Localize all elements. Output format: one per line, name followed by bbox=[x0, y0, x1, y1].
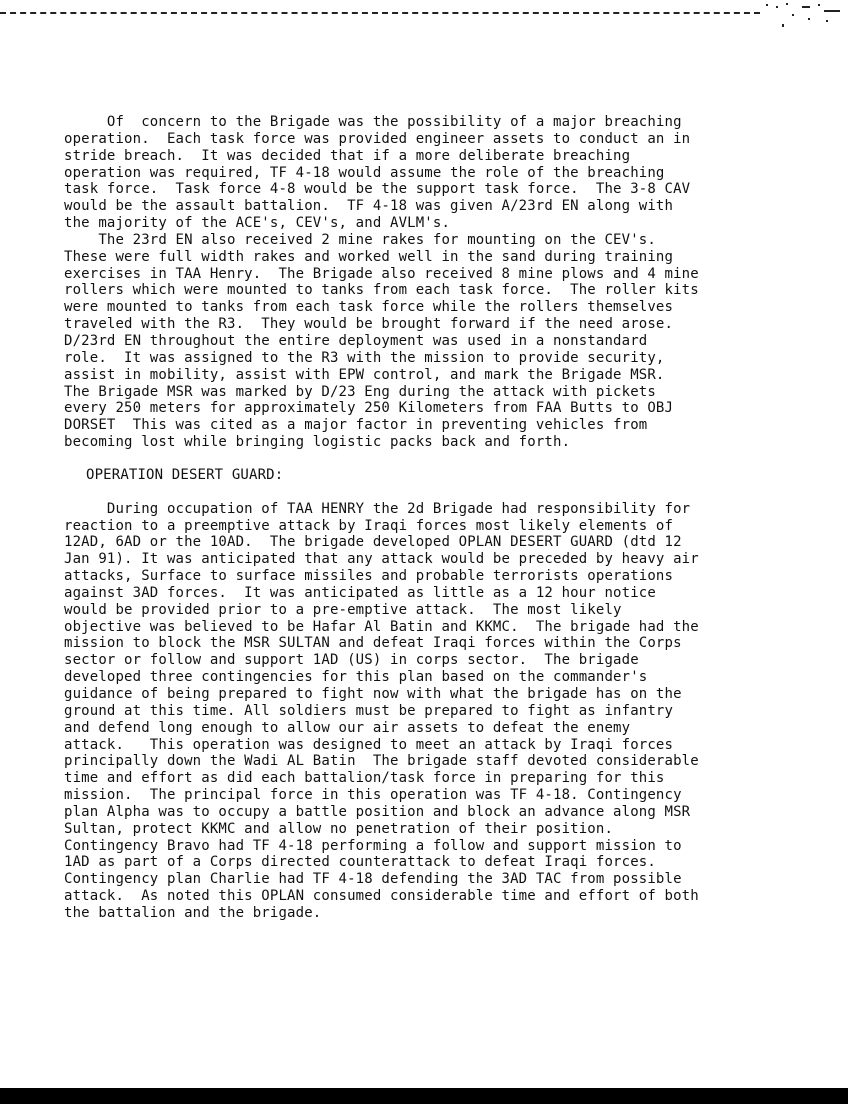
text-line: D/23rd EN throughout the entire deployment was used in a nonstandard bbox=[64, 332, 648, 349]
text-line: stride breach. It was decided that if a more deliberate breaching bbox=[64, 147, 631, 164]
text-line: Of concern to the Brigade was the possibility of a major breaching bbox=[64, 114, 682, 130]
scan-bottom-edge bbox=[0, 1088, 848, 1104]
text-line: the majority of the ACE's, CEV's, and AVLM's. bbox=[64, 215, 451, 232]
text-line: 1AD as part of a Corps directed counterattack to defeat Iraqi forces. bbox=[64, 854, 656, 871]
text-line: These were full width rakes and worked well in the sand during training bbox=[64, 248, 674, 265]
text-line: rollers which were mounted to tanks from each task force. The roller kits bbox=[64, 282, 699, 299]
text-line: role. It was assigned to the R3 with the mission to provide security, bbox=[64, 349, 665, 366]
text-line: operation was required, TF 4-18 would assume the role of the breaching bbox=[64, 164, 665, 181]
text-line: reaction to a preemptive attack by Iraqi forces most likely elements of bbox=[64, 517, 674, 534]
text-line: task force. Task force 4-8 would be the support task force. The 3-8 CAV bbox=[64, 181, 691, 198]
paragraph-desert-guard bbox=[64, 501, 824, 922]
paragraph-breaching bbox=[64, 114, 824, 232]
text-line: operation. Each task force was provided engineer assets to conduct an in bbox=[64, 130, 691, 147]
text-line: DORSET This was cited as a major factor in preventing vehicles from bbox=[64, 417, 648, 434]
text-line: mission. The principal force in this operation was TF 4-18. Contingency bbox=[64, 787, 682, 804]
text-line: guidance of being prepared to fight now with what the brigade has on the bbox=[64, 686, 682, 702]
text-line: and defend long enough to allow our air assets to defeat the enemy bbox=[64, 719, 631, 736]
section-heading: OPERATION DESERT GUARD: bbox=[86, 466, 284, 483]
text-line: During occupation of TAA HENRY the 2d Brigade had responsibility for bbox=[64, 500, 691, 517]
text-line: assist in mobility, assist with EPW control, and mark the Brigade MSR. bbox=[64, 366, 665, 383]
text-line: the battalion and the brigade. bbox=[64, 904, 322, 921]
text-line: mission to block the MSR SULTAN and defeat Iraqi forces within the Corps bbox=[64, 635, 682, 652]
text-line: becoming lost while bringing logistic packs back and forth. bbox=[64, 434, 571, 451]
text-line: principally down the Wadi AL Batin The brigade staff devoted considerable bbox=[64, 753, 699, 770]
text-line: Contingency plan Charlie had TF 4-18 defending the 3AD TAC from possible bbox=[64, 871, 682, 888]
text-line: sector or follow and support 1AD (US) in corps sector. The brigade bbox=[64, 652, 639, 669]
text-line: against 3AD forces. It was anticipated as little as a 12 hour notice bbox=[64, 584, 656, 601]
text-line: objective was believed to be Hafar Al Batin and KKMC. The brigade had the bbox=[64, 618, 699, 635]
spacer bbox=[64, 484, 824, 501]
text-line: attack. As noted this OPLAN consumed considerable time and effort of both bbox=[64, 888, 699, 905]
text-line: were mounted to tanks from each task force while the rollers themselves bbox=[64, 299, 674, 316]
text-line: Contingency Bravo had TF 4-18 performing a follow and support mission to bbox=[64, 837, 682, 854]
text-line: developed three contingencies for this plan based on the commander's bbox=[64, 669, 648, 686]
text-line: Jan 91). It was anticipated that any attack would be preceded by heavy air bbox=[64, 551, 699, 568]
paragraph-mine-rakes bbox=[64, 232, 824, 451]
text-line: would be the assault battalion. TF 4-18 was given A/23rd EN along with bbox=[64, 198, 674, 215]
text-line: Sultan, protect KKMC and allow no penetration of their position. bbox=[64, 820, 614, 837]
text-line: attacks, Surface to surface missiles and probable terrorists operations bbox=[64, 568, 674, 585]
text-line: attack. This operation was designed to meet an attack by Iraqi forces bbox=[64, 736, 674, 753]
text-line: plan Alpha was to occupy a battle position and block an advance along MSR bbox=[64, 803, 691, 820]
text-line: traveled with the R3. They would be brought forward if the need arose. bbox=[64, 316, 674, 333]
spacer bbox=[64, 451, 824, 467]
text-line: time and effort as did each battalion/task force in preparing for this bbox=[64, 770, 665, 787]
top-dashed-rule bbox=[0, 12, 760, 14]
text-line: every 250 meters for approximately 250 Kilometers from FAA Butts to OBJ bbox=[64, 400, 674, 417]
text-line: 12AD, 6AD or the 10AD. The brigade developed OPLAN DESERT GUARD (dtd 12 bbox=[64, 534, 682, 551]
text-line: The 23rd EN also received 2 mine rakes for mounting on the CEV's. bbox=[64, 231, 656, 248]
document-body bbox=[64, 114, 824, 922]
text-line: The Brigade MSR was marked by D/23 Eng during the attack with pickets bbox=[64, 383, 656, 400]
text-line: would be provided prior to a pre-emptive attack. The most likely bbox=[64, 601, 622, 618]
scan-speckle-mark bbox=[762, 2, 842, 28]
text-line: exercises in TAA Henry. The Brigade also received 8 mine plows and 4 mine bbox=[64, 265, 699, 282]
text-line: ground at this time. All soldiers must be prepared to fight as infantry bbox=[64, 702, 674, 719]
